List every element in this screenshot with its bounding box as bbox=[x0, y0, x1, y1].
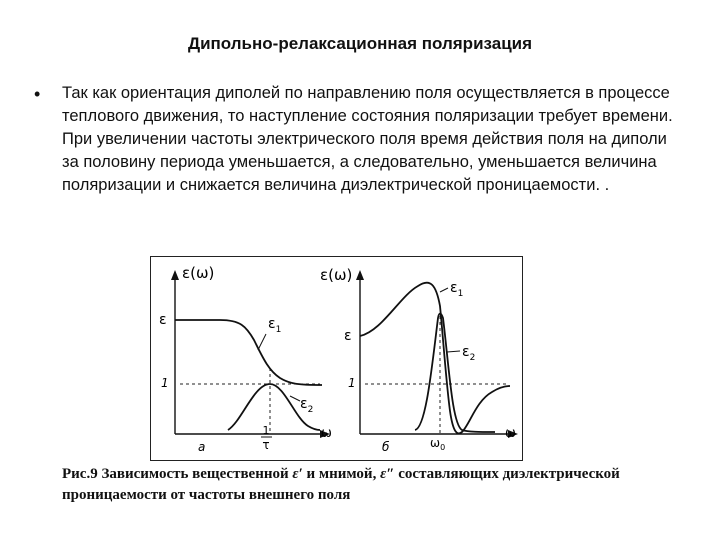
panel-b-eps1-label: $\varepsilon_1$ bbox=[450, 280, 464, 299]
bullet-paragraph: Так как ориентация диполей по направлению поля осуществляется в процессе теплового движения, то наступление состояния поляризации требует времени. При увеличении частоты электрического поля время действия поля на диполи за половину периода уменьшается, а следовательно, уменьшается величина поляризации и снижается величина диэлектрической проницаемости. . bbox=[62, 84, 673, 194]
caption-part2: и мнимой, bbox=[302, 466, 381, 482]
panel-a-eps-tick: ε bbox=[159, 312, 167, 328]
panel-a-tau-num: 1 bbox=[262, 424, 270, 437]
caption-part3: составляющих диэлектрической проницаемости от частоты внешнего поля bbox=[62, 466, 620, 503]
panel-a-one-tick: 1 bbox=[161, 376, 169, 390]
panel-a-eps1-label: $\varepsilon_1$ bbox=[268, 316, 282, 335]
caption-eps-real: ε′ bbox=[292, 466, 303, 482]
panel-b-eps-tick: ε bbox=[344, 328, 352, 344]
caption-eps-imag: ε″ bbox=[380, 466, 395, 482]
panel-b-omega0-tick: $\omega_0$ bbox=[430, 436, 446, 452]
panel-b-letter: б bbox=[382, 440, 390, 454]
panel-a-x-label: ω bbox=[321, 426, 332, 441]
panel-a-y-label: ε(ω) bbox=[182, 264, 215, 282]
panel-a-eps2-label: $\varepsilon_2$ bbox=[300, 396, 314, 415]
figure-caption bbox=[62, 464, 682, 506]
panel-b-x-label: ω bbox=[505, 426, 516, 441]
panel-a-letter: а bbox=[198, 440, 206, 454]
panel-b-one-tick: 1 bbox=[348, 376, 356, 390]
caption-part1: Рис.9 Зависимость вещественной bbox=[62, 466, 293, 482]
slide-title: Дипольно-релаксационная поляризация bbox=[187, 34, 533, 53]
dielectric-figure bbox=[150, 256, 523, 461]
panel-a-tau-den: τ bbox=[262, 438, 270, 452]
panel-b-eps2-label: $\varepsilon_2$ bbox=[462, 344, 476, 363]
bullet-marker: • bbox=[34, 84, 41, 104]
panel-b-y-label: ε(ω) bbox=[320, 266, 353, 284]
